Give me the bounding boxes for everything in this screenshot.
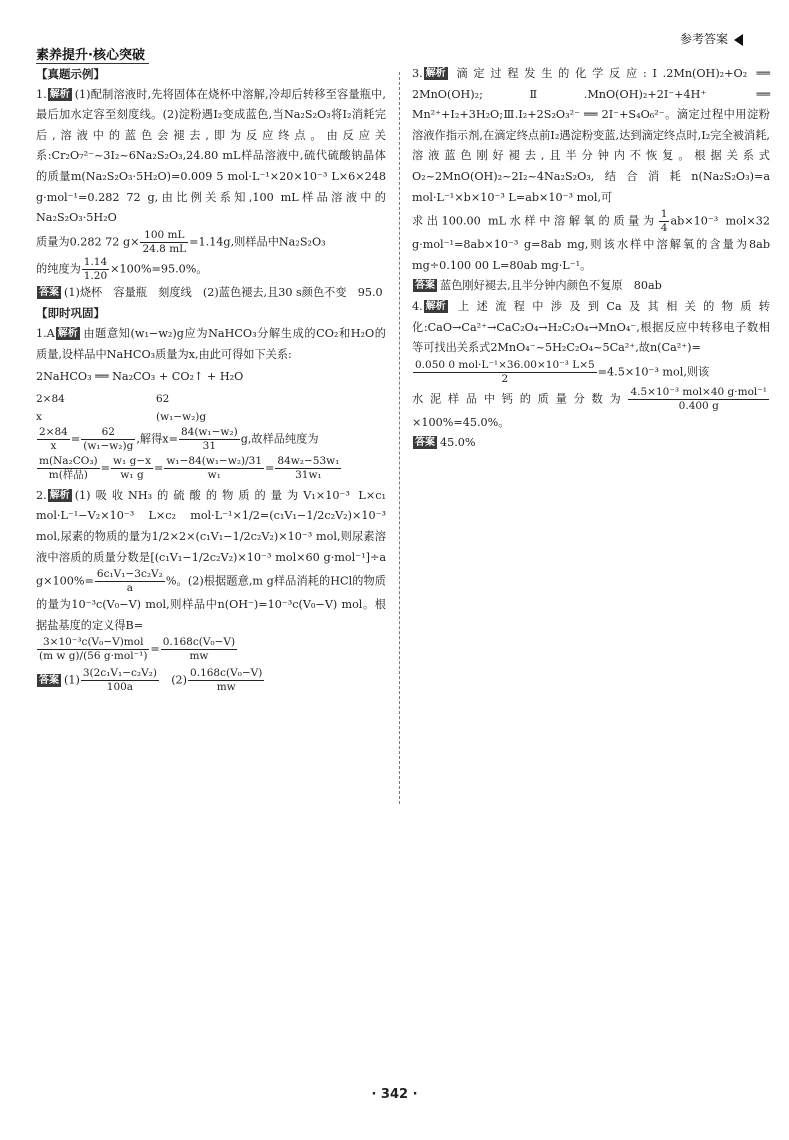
answer-text: 蓝色刚好褪去,且半分钟内颜色不复原 80ab bbox=[440, 279, 662, 293]
denominator: 31w₁ bbox=[295, 468, 322, 481]
denominator: 2 bbox=[501, 372, 509, 385]
ratio: 2×84 bbox=[36, 392, 65, 405]
triangle-marker-icon bbox=[734, 34, 743, 46]
basicity-line bbox=[36, 636, 386, 663]
denominator: mw bbox=[216, 681, 236, 694]
question-number: 2. bbox=[36, 488, 47, 502]
answer-badge: 答案 bbox=[415, 437, 435, 449]
question-4-line bbox=[412, 208, 770, 276]
purity-line: $\frac{\text{m(Na₂CO₃)}}{\text{m(样品)}}$ = $\frac{\text{w₁ g−x}}{\text{w₁ g}}$ = $\frac{\text{w₁−84(w₁−w₂)/31}}{\text{w₁}}$ = $\frac{\text{84w₂−53w₁}}{\text{31w₁}}$ bbox=[39, 454, 340, 481]
equation-text: 2NaHCO₃ ══ Na₂CO₃ + CO₂↑ + H₂O bbox=[36, 370, 244, 384]
text: = bbox=[150, 642, 160, 656]
text: =1.14g,则样品中Na₂S₂O₃ bbox=[189, 235, 326, 249]
text: (2) bbox=[171, 673, 188, 687]
left-column bbox=[36, 64, 386, 694]
question-1 bbox=[36, 85, 386, 229]
reaction-equation bbox=[36, 367, 386, 388]
denominator: 31 bbox=[202, 439, 217, 452]
text: (1) bbox=[64, 673, 80, 687]
numerator: 100 mL bbox=[140, 229, 188, 243]
ratio: x bbox=[36, 410, 42, 423]
fraction bbox=[188, 667, 264, 694]
numerator: 3×10⁻³c(V₀−V)mol bbox=[37, 636, 149, 650]
analysis-badge: 解析 bbox=[49, 489, 70, 501]
answer-text: (1)烧杯 容量瓶 刻度线 (2)蓝色褪去,且30 s颜色不变 95.0 bbox=[64, 285, 383, 299]
numerator: 6c₁V₁−3c₂V₂ bbox=[96, 568, 163, 581]
numerator: 62 bbox=[81, 426, 135, 440]
numerator: 0.168c(V₀−V) bbox=[162, 636, 236, 649]
fraction bbox=[37, 426, 70, 453]
text: =4.5×10⁻³ mol,则该 bbox=[597, 365, 710, 379]
fraction bbox=[413, 359, 597, 386]
numerator: 1.14 bbox=[83, 255, 108, 268]
fraction bbox=[140, 229, 188, 256]
answer-3 bbox=[36, 667, 386, 694]
fraction bbox=[81, 426, 135, 453]
numerator: 84(w₁−w₂) bbox=[180, 425, 238, 438]
numerator: 2×84 bbox=[39, 425, 68, 438]
calcium-amount-line bbox=[412, 359, 770, 386]
answer-badge: 答案 bbox=[39, 286, 59, 298]
analysis-text: (1)配制溶液时,先将固体在烧杯中溶解,冷却后转移至容量瓶中,最后加水定容至刻度线。(2)淀粉遇I₂变成蓝色,当Na₂S₂O₃将I₂消耗完后,溶液中的蓝色会褪去,即为反应终点。由反应关系:Cr₂O₇²⁻~3I₂~6Na₂S₂O₃,24.80 mL样品溶液中,硫代硫酸钠晶体的质量m(Na₂S₂O₃·5H₂O)=0.009 5 mol·L⁻¹×20×10⁻³ L×6×248 g·mol⁻¹=0.282 72 g,由比例关系知,100 mL样品溶液中的Na₂S₂O₃·5H₂O bbox=[36, 87, 386, 225]
answer-badge: 答案 bbox=[415, 280, 435, 292]
numerator: w₁ g−x bbox=[113, 454, 152, 467]
fraction bbox=[628, 386, 769, 413]
question-1-line bbox=[36, 229, 386, 256]
denominator: 4 bbox=[660, 222, 668, 235]
denominator: m(样品) bbox=[48, 468, 88, 481]
numerator: 3(2c₁V₁−c₂V₂) bbox=[82, 667, 157, 680]
right-column bbox=[412, 64, 770, 454]
analysis-text: (1)吸收NH₃的硫酸的物质的量为V₁×10⁻³ L×c₁ mol·L⁻¹−V₂×10⁻³ L×c₂ mol·L⁻¹×1/2=(c₁V₁−1/2c₂V₂)×10⁻³ mol,尿素的物质的量为1/2×2×(c₁V₁−1/2c₂V₂)×10⁻³ mol,则尿素溶液中溶质的质量分数是[(c₁V₁−1/2c₂V₂)×10⁻³ mol×60 g·mol⁻¹]÷a g×100%= bbox=[36, 488, 386, 588]
text: 质量为0.282 72 g× bbox=[36, 235, 140, 249]
analysis-text: %。(2)根据题意,m g样品消耗的HCl的物质的量为10⁻³c(V₀−V) mol,则样品中n(OH⁻)=10⁻³c(V₀−V) mol。根据盐基度的定义得B= bbox=[36, 574, 386, 632]
denominator: w₁ g bbox=[120, 468, 144, 481]
fraction bbox=[37, 455, 100, 482]
text: 水泥样品中钙的质量分数为 bbox=[412, 392, 628, 406]
denominator: 24.8 mL bbox=[142, 242, 187, 255]
analysis-badge: 解析 bbox=[49, 88, 70, 100]
denominator: mw bbox=[189, 650, 209, 663]
column-divider bbox=[399, 72, 400, 804]
text: 求出100.00 mL水样中溶解氧的质量为 bbox=[412, 214, 658, 228]
question-3 bbox=[36, 486, 386, 637]
analysis-badge: 解析 bbox=[425, 68, 446, 79]
text: ab×10⁻³ mol×32 g·mol⁻¹=8ab×10⁻³ g=8ab mg,则该水样中溶解氧的含量为8ab mg÷0.100 00 L=80ab mg·L⁻¹。 bbox=[412, 214, 770, 272]
analysis-badge: 解析 bbox=[425, 300, 446, 312]
denominator: a bbox=[126, 582, 133, 595]
fraction bbox=[164, 455, 264, 482]
answer-1 bbox=[36, 283, 386, 304]
denominator: w₁ bbox=[207, 468, 221, 481]
numerator: 84w₂−53w₁ bbox=[277, 454, 340, 467]
numerator: 4.5×10⁻³ mol×40 g·mol⁻¹ bbox=[630, 385, 767, 398]
fraction bbox=[161, 636, 237, 663]
question-2 bbox=[36, 324, 386, 365]
calcium-fraction-line bbox=[412, 386, 770, 434]
analysis-text: 由题意知(w₁−w₂)g应为NaHCO₃分解生成的CO₂和H₂O的质量,设样品中NaHCO₃质量为x,由此可得如下关系: bbox=[36, 326, 386, 361]
question-4 bbox=[412, 64, 770, 208]
numerator: m(Na₂CO₃) bbox=[39, 454, 98, 467]
answer-text: 45.0% bbox=[440, 436, 476, 450]
fraction bbox=[275, 455, 341, 482]
fraction bbox=[37, 636, 149, 663]
denominator: 100a bbox=[106, 681, 134, 694]
ratio: (w₁−w₂)g bbox=[156, 410, 207, 423]
question-1-line bbox=[36, 256, 386, 283]
denominator: (w₁−w₂)g bbox=[83, 439, 134, 452]
answer-header-label: 参考答案 bbox=[679, 32, 728, 46]
text: g,故样品纯度为 bbox=[240, 432, 319, 446]
text: 的纯度为 bbox=[36, 262, 81, 276]
equation-ratios bbox=[36, 390, 386, 426]
analysis-text: 上述流程中涉及到Ca及其相关的物质转化:CaO→Ca²⁺→CaC₂O₄→H₂C₂O₄→MnO₄⁻,根据反应中转移电子数相等可找出关系式2MnO₄⁻~5H₂C₂O₄~5Ca²⁺,故n(Ca²⁺)= bbox=[412, 299, 770, 355]
analysis-text: 滴定过程发生的化学反应:Ⅰ.2Mn(OH)₂+O₂ ══ 2MnO(OH)₂;Ⅱ.MnO(OH)₂+2I⁻+4H⁺ ══ Mn²⁺+I₂+3H₂O;Ⅲ.I₂+2S₂O₃²⁻ ══ 2I⁻+S₄O₆²⁻。滴定过程中用淀粉溶液作指示剂,在滴定终点前I₂遇淀粉变蓝,达到滴定终点时,I₂完全被消耗,溶液蓝色刚好褪去,且半分钟内不恢复。根据关系式O₂~2MnO(OH)₂~2I₂~4Na₂S₂O₃,结合消耗n(Na₂S₂O₃)=a mol·L⁻¹×b×10⁻³ L=ab×10⁻³ mol,可 bbox=[412, 67, 770, 204]
answer-badge: 答案 bbox=[39, 674, 59, 686]
section-title-practice: 【即时巩固】 bbox=[36, 306, 105, 321]
question-number: 4. bbox=[412, 299, 423, 313]
denominator: 1.20 bbox=[83, 269, 108, 282]
solve-line: $\frac{2\times 84}{x}$ = $\frac{62}{\text{(w₁−w₂)g}}$ ,解得x= $\frac{\text{84(w₁−w₂)}}{31}$ g,故样品纯度为 bbox=[39, 425, 319, 452]
analysis-badge: 解析 bbox=[57, 327, 78, 339]
question-5 bbox=[412, 297, 770, 359]
numerator: 0.050 0 mol·L⁻¹×36.00×10⁻³ L×5 bbox=[415, 358, 595, 371]
numerator: w₁−84(w₁−w₂)/31 bbox=[166, 454, 263, 467]
answer-4 bbox=[412, 276, 770, 297]
text: ×100%=95.0%。 bbox=[110, 262, 208, 276]
section-title-examples: 【真题示例】 bbox=[36, 67, 105, 81]
question-number: 1. bbox=[36, 87, 47, 101]
fraction bbox=[659, 208, 670, 235]
section-header: 素养提升·核心突破 bbox=[36, 44, 149, 64]
fraction bbox=[95, 568, 165, 595]
question-number: 1.A bbox=[36, 326, 55, 340]
ratio: 62 bbox=[156, 392, 170, 405]
answer-header bbox=[680, 30, 743, 47]
denominator: x bbox=[50, 439, 57, 452]
numerator: 1 bbox=[660, 208, 668, 221]
fraction bbox=[81, 667, 159, 694]
question-number: 3. bbox=[412, 67, 423, 80]
fraction bbox=[179, 426, 240, 453]
text: ×100%=45.0%。 bbox=[412, 415, 510, 429]
numerator: 0.168c(V₀−V) bbox=[190, 667, 263, 680]
fraction bbox=[111, 455, 153, 482]
text: ,解得x= bbox=[136, 432, 178, 446]
denominator: 0.400 g bbox=[678, 399, 719, 412]
denominator: (m w g)/(56 g·mol⁻¹) bbox=[39, 650, 148, 663]
fraction bbox=[82, 256, 109, 283]
page-number: · 342 · bbox=[371, 1087, 418, 1102]
answer-5 bbox=[412, 433, 770, 454]
